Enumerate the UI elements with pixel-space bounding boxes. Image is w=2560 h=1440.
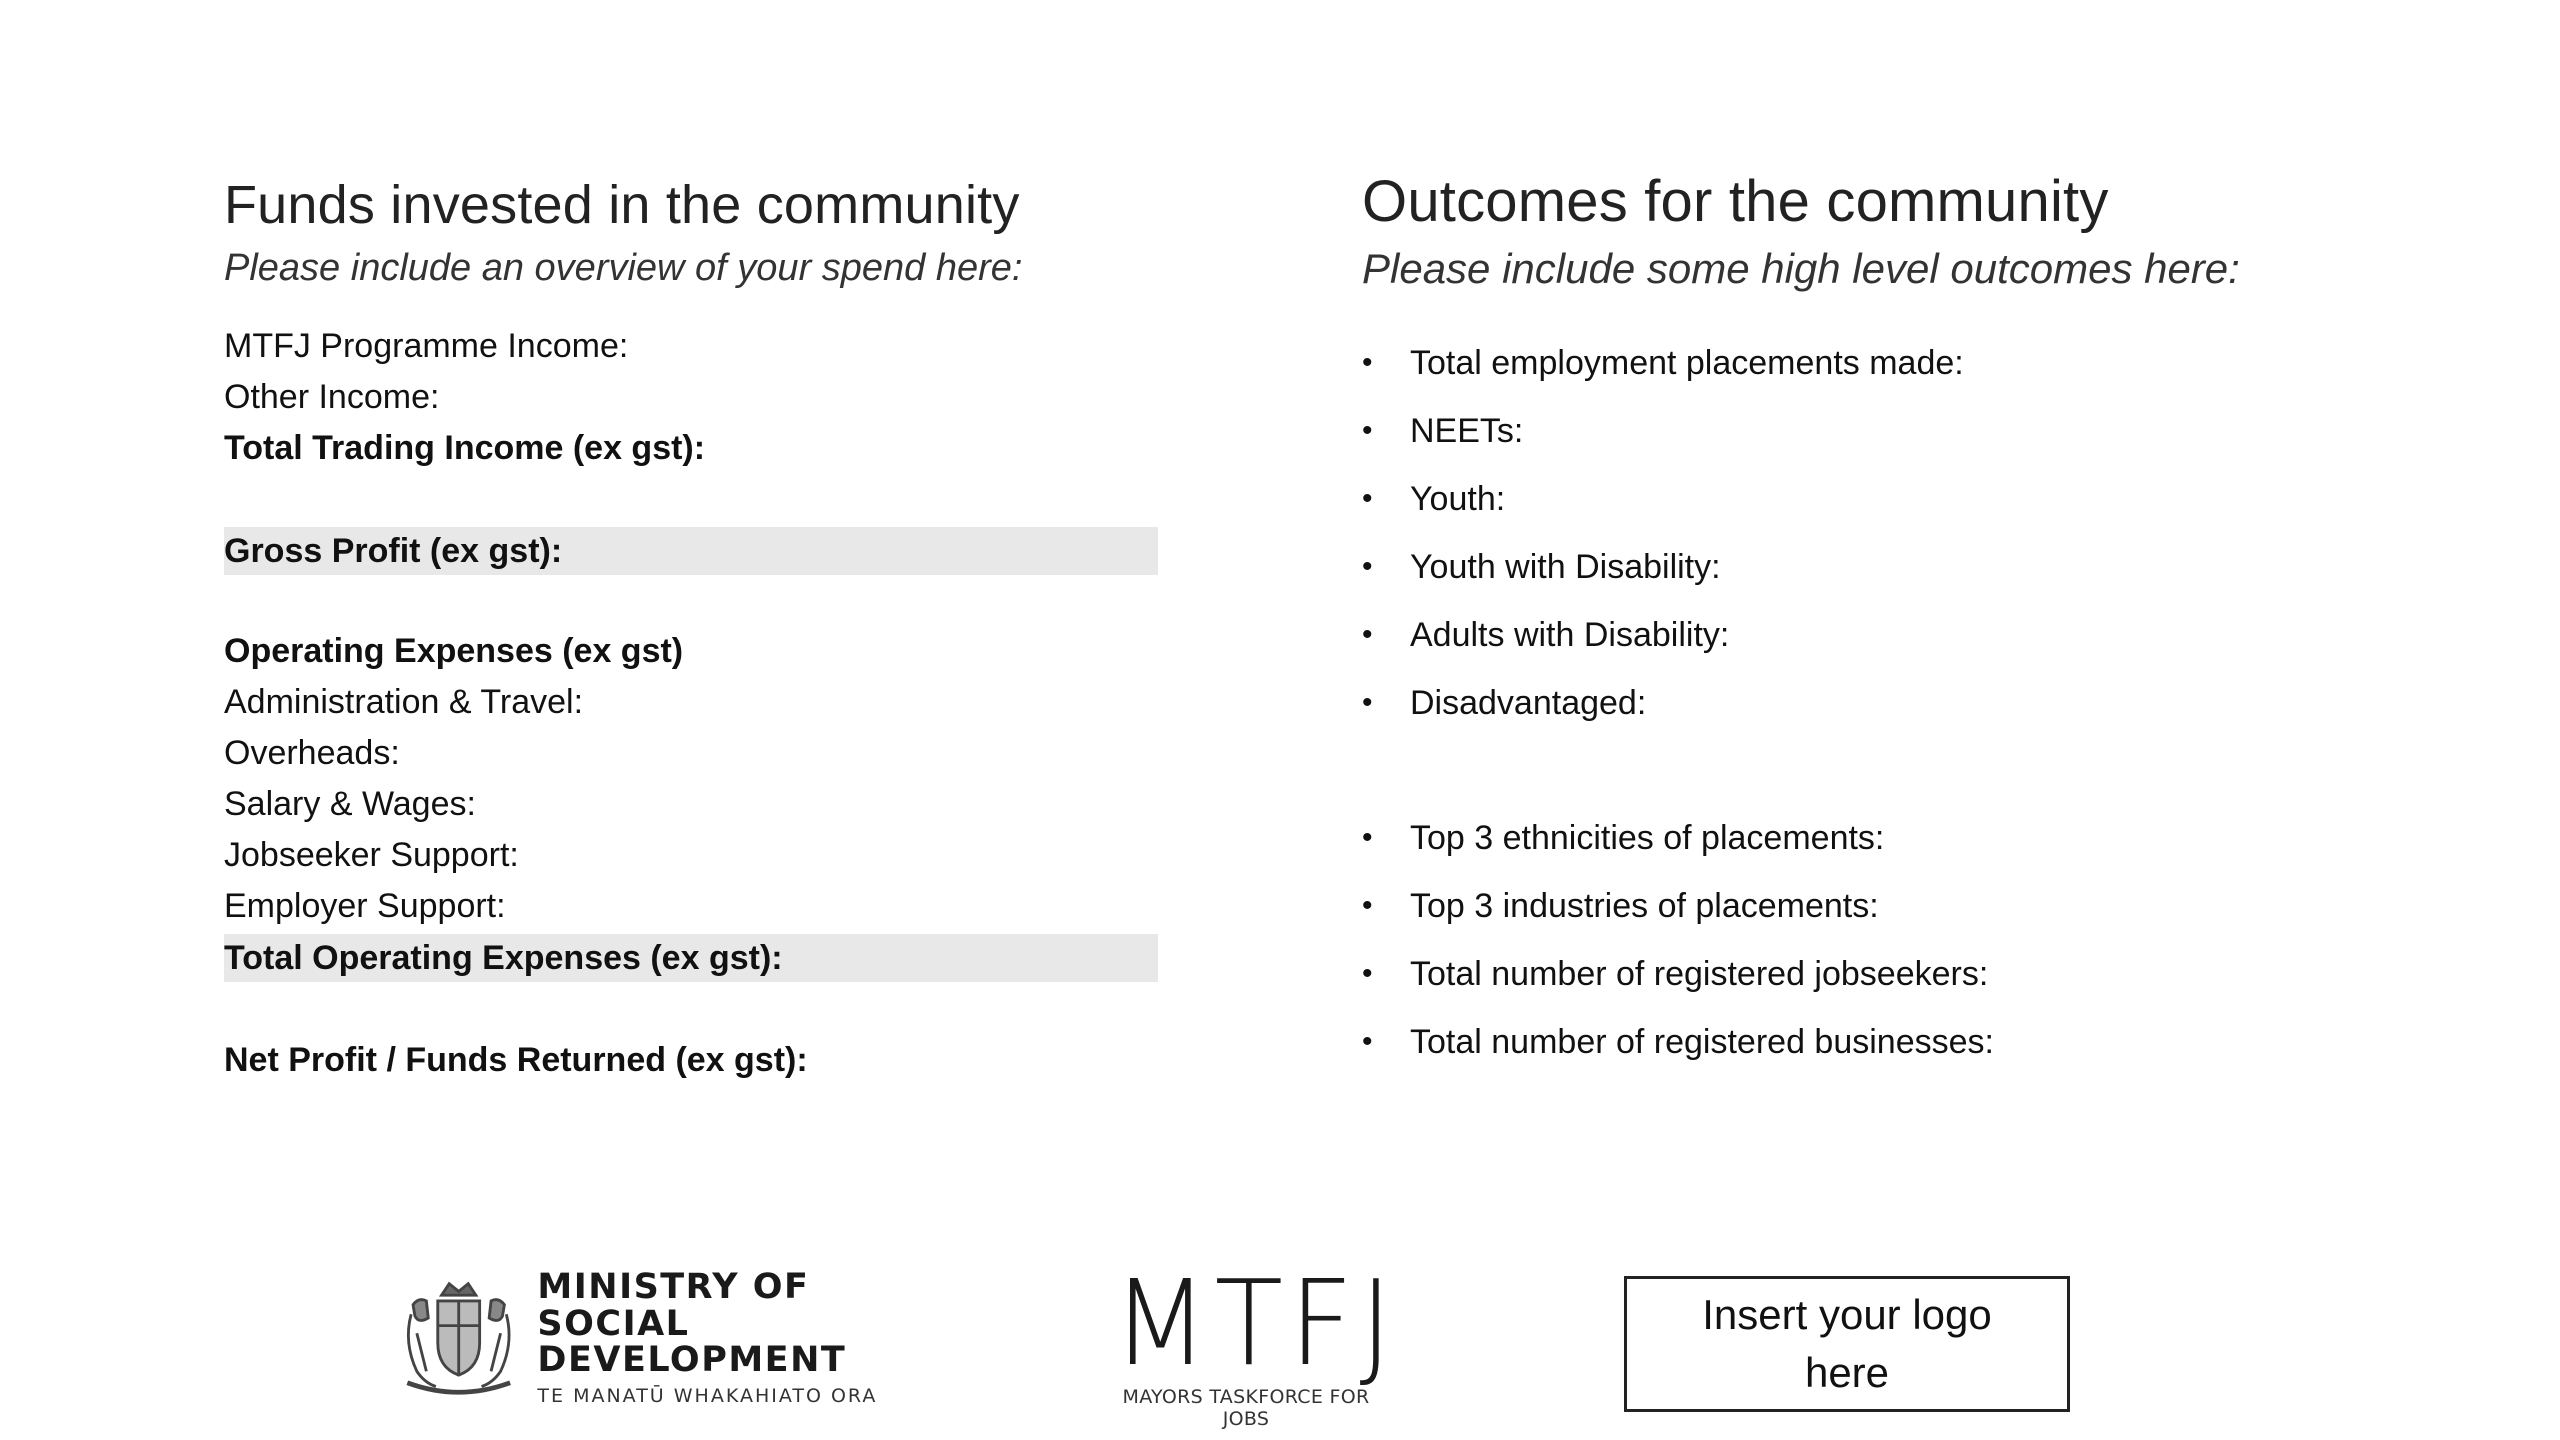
msd-name-line2: DEVELOPMENT [537, 1340, 847, 1381]
bullet-icon: • [1362, 618, 1373, 651]
net-profit-label: Net Profit / Funds Returned (ex gst): [224, 1041, 808, 1079]
mtfj-logo [1112, 1255, 1399, 1430]
outcome-label-disadvantaged: Disadvantaged: [1410, 684, 1647, 722]
funds-section-title: Funds invested in the community [224, 175, 1020, 235]
mtfj-wordmark: MTFJ [1112, 1255, 1399, 1393]
msd-maori-name: TE MANATŪ WHAKAHIATO ORA [537, 1385, 878, 1408]
outcome-label-top-ethnicities: Top 3 ethnicities of placements: [1410, 819, 1885, 857]
outcome-item [1362, 610, 1729, 660]
bullet-icon: • [1362, 1025, 1373, 1058]
administration-travel-label: Administration & Travel: [224, 683, 584, 721]
nz-coat-of-arms-icon [394, 1273, 523, 1403]
outcome-label-top-industries: Top 3 industries of placements: [1410, 887, 1879, 925]
bullet-icon: • [1362, 957, 1373, 990]
outcome-item [1362, 678, 1646, 728]
mtfj-tagline: MAYORS TASKFORCE FOR JOBS [1122, 1386, 1370, 1430]
overheads-label: Overheads: [224, 734, 400, 772]
funds-section-subtitle: Please include an overview of your spend here: [224, 247, 1023, 289]
outcome-item [1362, 406, 1523, 456]
outcome-label-registered-jobseekers: Total number of registered jobseekers: [1410, 955, 1989, 993]
outcome-label-registered-businesses: Total number of registered businesses: [1410, 1023, 1994, 1061]
other-income-label: Other Income: [224, 378, 440, 416]
total-operating-expenses-label: Total Operating Expenses (ex gst): [224, 934, 1158, 982]
outcome-label-adults-disability: Adults with Disability: [1410, 616, 1730, 654]
outcome-label-youth: Youth: [1410, 480, 1506, 518]
outcome-label-youth-disability: Youth with Disability: [1410, 548, 1721, 586]
outcome-item [1362, 542, 1721, 592]
msd-logo [394, 1268, 954, 1408]
outcome-item [1362, 474, 1505, 524]
total-trading-income-label: Total Trading Income (ex gst): [224, 429, 706, 467]
bullet-icon: • [1362, 889, 1373, 922]
logo-placeholder-text: Insert your logo here [1702, 1291, 1992, 1396]
outcome-item [1362, 813, 1884, 863]
bullet-icon: • [1362, 821, 1373, 854]
mtfj-programme-income-label: MTFJ Programme Income: [224, 327, 629, 365]
outcome-item [1362, 338, 1964, 388]
outcome-item [1362, 949, 1988, 999]
jobseeker-support-label: Jobseeker Support: [224, 836, 519, 874]
outcomes-section-title: Outcomes for the community [1362, 169, 2109, 234]
outcome-item [1362, 881, 1879, 931]
bullet-icon: • [1362, 550, 1373, 583]
msd-name-line1: MINISTRY OF SOCIAL [537, 1266, 810, 1344]
gross-profit-label: Gross Profit (ex gst): [224, 527, 1158, 575]
bullet-icon: • [1362, 482, 1373, 515]
bullet-icon: • [1362, 414, 1373, 447]
outcome-item [1362, 1017, 1994, 1067]
outcomes-section-subtitle: Please include some high level outcomes here: [1362, 245, 2240, 292]
salary-wages-label: Salary & Wages: [224, 785, 476, 823]
bullet-icon: • [1362, 686, 1373, 719]
bullet-icon: • [1362, 346, 1373, 379]
outcome-label-neets: NEETs: [1410, 412, 1524, 450]
employer-support-label: Employer Support: [224, 887, 506, 925]
operating-expenses-heading: Operating Expenses (ex gst) [224, 632, 684, 670]
logo-placeholder-box [1624, 1276, 2070, 1412]
outcome-label-total-placements: Total employment placements made: [1410, 344, 1964, 382]
